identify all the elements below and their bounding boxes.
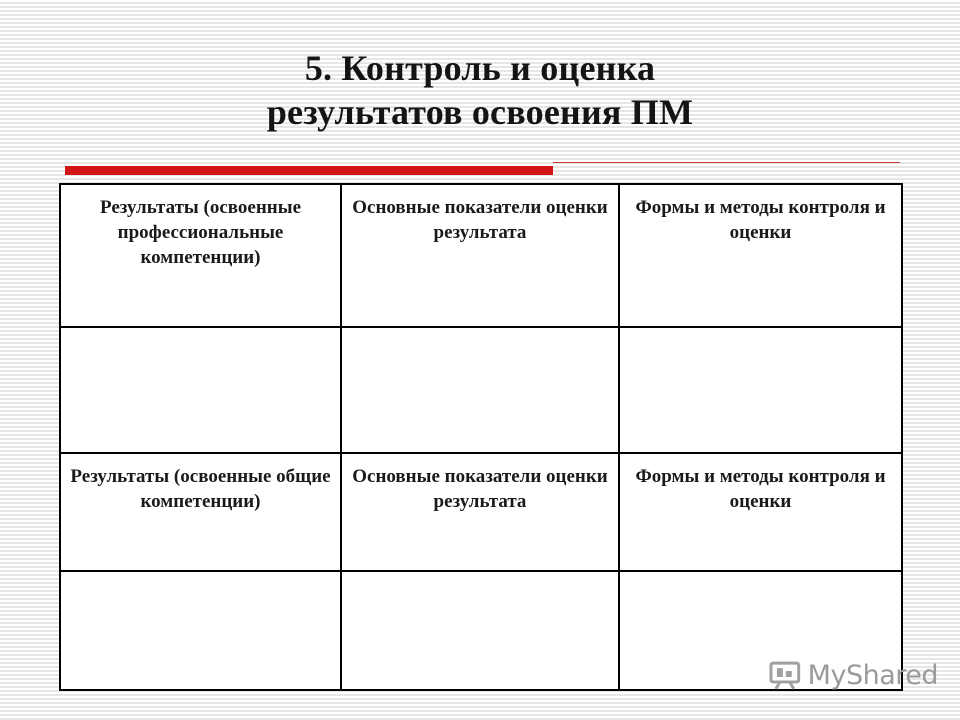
slide-title bbox=[0, 46, 960, 134]
table-row bbox=[60, 453, 902, 571]
assessment-table-container bbox=[59, 183, 901, 659]
table-row bbox=[60, 184, 902, 327]
title-line-2: результатов освоения ПМ bbox=[266, 92, 694, 132]
title-line-1: 5. Контроль и оценка bbox=[304, 48, 656, 88]
title-accent-line bbox=[553, 162, 900, 163]
watermark-logo bbox=[768, 658, 938, 692]
watermark-text: MyShared bbox=[807, 659, 938, 691]
assessment-table bbox=[59, 183, 903, 691]
table-cell[interactable] bbox=[619, 327, 902, 453]
table-cell[interactable] bbox=[60, 327, 341, 453]
title-accent-bar bbox=[65, 166, 553, 175]
table-cell[interactable] bbox=[60, 571, 341, 690]
table-cell: Основные показатели оценки результата bbox=[341, 184, 619, 327]
table-cell: Результаты (освоенные общие компетенции) bbox=[60, 453, 341, 571]
table-cell: Формы и методы контроля и оценки bbox=[619, 453, 902, 571]
table-cell: Результаты (освоенные профессиональные компетенции) bbox=[60, 184, 341, 327]
table-cell: Формы и методы контроля и оценки bbox=[619, 184, 902, 327]
table-row bbox=[60, 327, 902, 453]
table-cell[interactable] bbox=[341, 571, 619, 690]
table-cell: Основные показатели оценки результата bbox=[341, 453, 619, 571]
table-cell[interactable] bbox=[341, 327, 619, 453]
presentation-board-icon bbox=[768, 660, 802, 690]
